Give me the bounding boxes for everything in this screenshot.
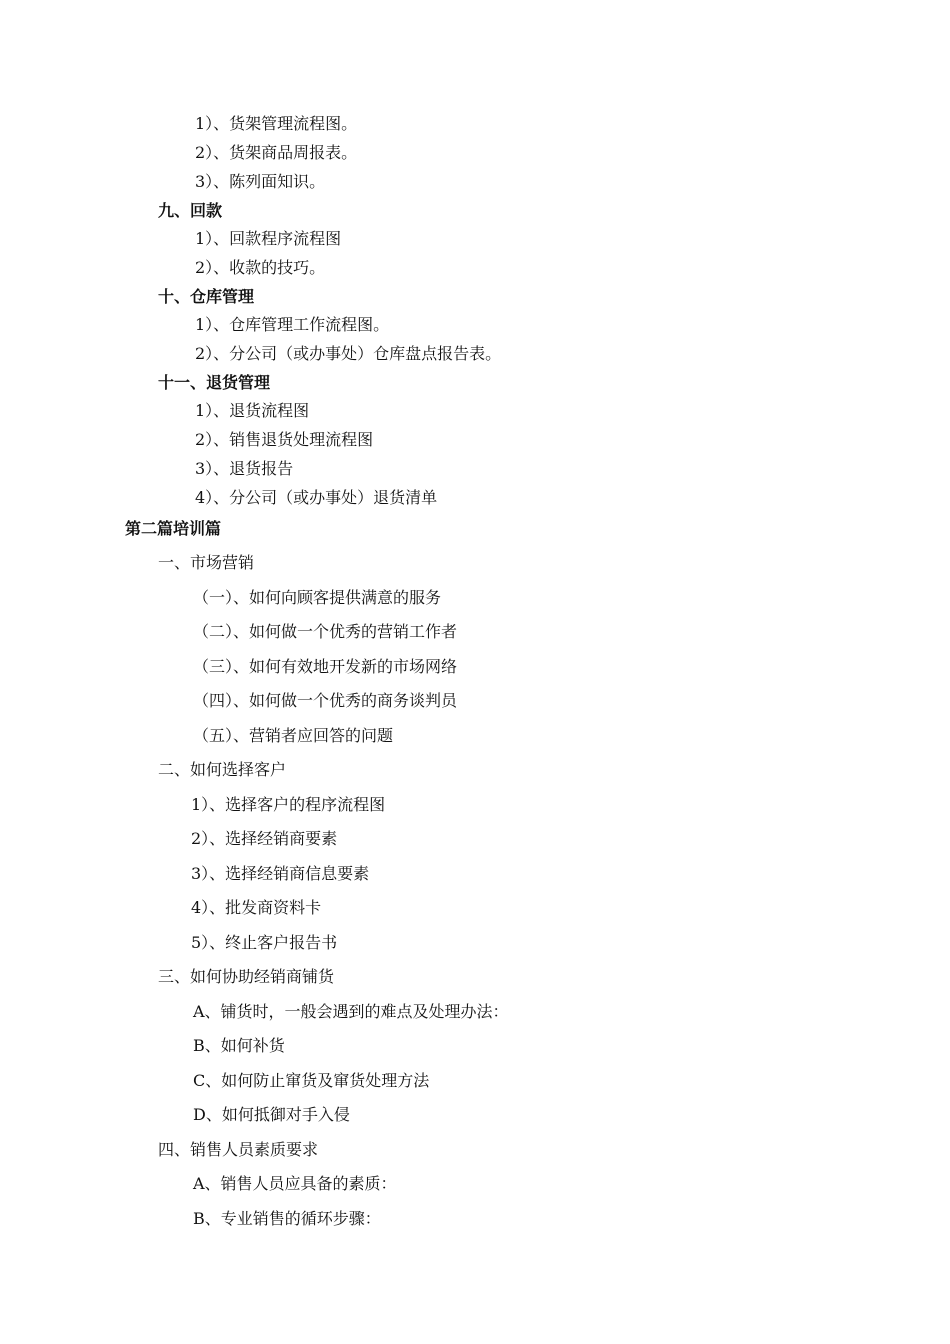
section-heading: 二、如何选择客户 (158, 760, 287, 779)
list-item: （三）、如何有效地开发新的市场网络 (193, 657, 458, 676)
section-heading: 一、市场营销 (158, 553, 255, 572)
list-item: （二）、如何做一个优秀的营销工作者 (193, 622, 458, 641)
list-item: （四）、如何做一个优秀的商务谈判员 (193, 691, 458, 710)
list-item: 1）、选择客户的程序流程图 (191, 795, 386, 814)
list-item: D、如何抵御对手入侵 (193, 1105, 350, 1124)
list-item: 2）、销售退货处理流程图 (195, 430, 374, 449)
section-heading: 十一、退货管理 (158, 373, 271, 392)
part-title: 第二篇培训篇 (125, 519, 222, 538)
list-item: A、铺货时，一般会遇到的难点及处理办法： (193, 1002, 509, 1021)
list-item: 1）、回款程序流程图 (195, 229, 342, 248)
list-item: 2）、货架商品周报表。 (195, 143, 358, 162)
section-heading: 十、仓库管理 (158, 287, 255, 306)
list-item: 2）、分公司（或办事处）仓库盘点报告表。 (195, 344, 502, 363)
section-heading: 四、销售人员素质要求 (158, 1140, 319, 1159)
list-item: 4）、批发商资料卡 (191, 898, 322, 917)
list-item: 3）、选择经销商信息要素 (191, 864, 370, 883)
section-heading: 九、回款 (158, 201, 223, 220)
list-item: 1）、仓库管理工作流程图。 (195, 315, 390, 334)
list-item: B、如何补货 (193, 1036, 285, 1055)
list-item: 1）、货架管理流程图。 (195, 114, 358, 133)
list-item: C、如何防止窜货及窜货处理方法 (193, 1071, 430, 1090)
list-item: （一）、如何向顾客提供满意的服务 (193, 588, 442, 607)
section-heading: 三、如何协助经销商铺货 (158, 967, 335, 986)
list-item: 1）、退货流程图 (195, 401, 310, 420)
list-item: B、专业销售的循环步骤： (193, 1209, 381, 1228)
list-item: （五）、营销者应回答的问题 (193, 726, 394, 745)
list-item: 4）、分公司（或办事处）退货清单 (195, 488, 438, 507)
list-item: A、销售人员应具备的素质： (193, 1174, 397, 1193)
list-item: 3）、陈列面知识。 (195, 172, 326, 191)
list-item: 5）、终止客户报告书 (191, 933, 338, 952)
list-item: 2）、选择经销商要素 (191, 829, 338, 848)
list-item: 2）、收款的技巧。 (195, 258, 326, 277)
list-item: 3）、退货报告 (195, 459, 294, 478)
